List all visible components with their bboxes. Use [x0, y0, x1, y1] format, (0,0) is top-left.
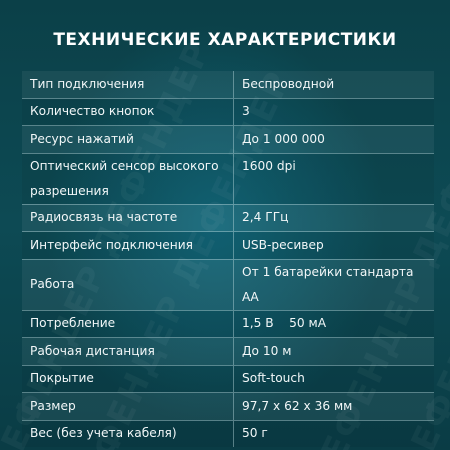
spec-value: USB-ресивер [242, 237, 324, 252]
table-row [22, 71, 434, 98]
spec-value: До 10 м [242, 343, 292, 358]
spec-value: 50 г [242, 426, 268, 441]
table-row [22, 338, 434, 366]
table-row [22, 393, 434, 421]
spec-label: Количество кнопок [22, 98, 234, 126]
spec-value: До 1 000 000 [242, 131, 325, 146]
table-row [22, 153, 434, 204]
spec-value: 1,5 В 50 мА [242, 316, 327, 331]
table-row [22, 232, 434, 260]
spec-value: 1600 dpi [242, 158, 296, 173]
table-row [22, 310, 434, 338]
page-title: ТЕХНИЧЕСКИЕ ХАРАКТЕРИСТИКИ [53, 30, 397, 50]
spec-label: Потребление [22, 310, 234, 338]
spec-value: 97,7 х 62 х 36 мм [242, 398, 353, 413]
table-row [22, 365, 434, 393]
spec-table [22, 71, 434, 447]
spec-label: Вес (без учета кабеля) [22, 420, 234, 447]
table-row [22, 259, 434, 310]
table-row [22, 420, 434, 447]
spec-value: От 1 батарейки стандарта АА [242, 264, 414, 304]
spec-label: Оптический сенсор высокого разрешения [22, 153, 234, 204]
spec-label: Рабочая дистанция [22, 338, 234, 366]
spec-label: Радиосвязь на частоте [22, 204, 234, 232]
table-row [22, 204, 434, 232]
spec-label: Интерфейс подключения [22, 232, 234, 260]
spec-value: 2,4 ГГц [242, 210, 289, 225]
spec-label: Работа [22, 259, 234, 310]
spec-label: Размер [22, 393, 234, 421]
table-row [22, 126, 434, 154]
spec-value: Soft-touch [242, 371, 305, 386]
spec-value: 3 [242, 104, 250, 119]
spec-label: Тип подключения [22, 71, 234, 98]
spec-value: Беспроводной [242, 76, 335, 91]
spec-label: Ресурс нажатий [22, 126, 234, 154]
table-row [22, 98, 434, 126]
spec-label: Покрытие [22, 365, 234, 393]
